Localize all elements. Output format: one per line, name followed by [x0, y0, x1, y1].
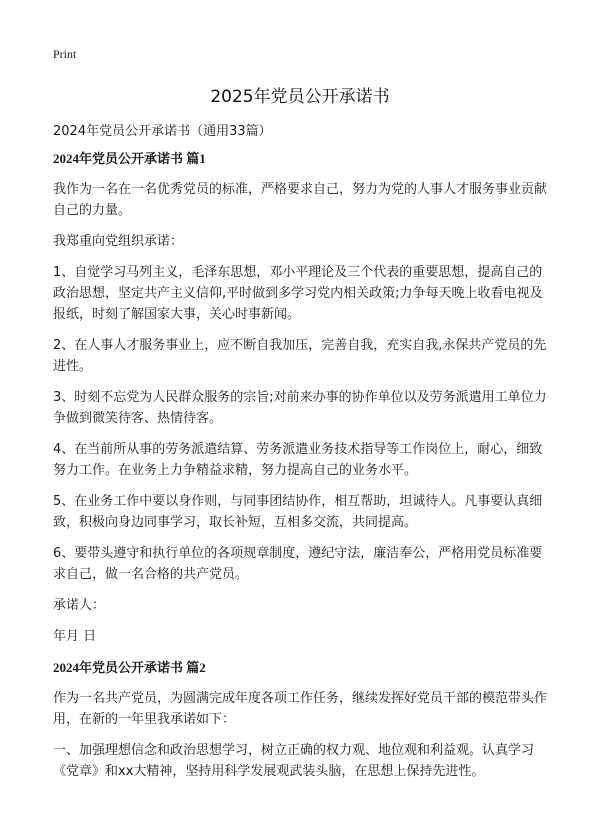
document-content: [53, 148, 553, 792]
section-1-paragraph: 我郑重向党组织承诺：: [53, 234, 184, 249]
document-subtitle: 2024年党员公开承诺书（通用33篇）: [53, 124, 272, 139]
section-2-paragraph: 作为一名共产党员，为圆满完成年度各项工作任务，继续发挥好党员干部的模范带头作用，在新的一年里我承诺如下：: [53, 691, 548, 727]
section-1-heading: 2024年党员公开承诺书 篇1: [53, 151, 206, 166]
print-link[interactable]: Print: [53, 47, 77, 61]
section-1-paragraph: 4、在当前所从事的劳务派遣结算、劳务派遣业务技术指导等工作岗位上，耐心，细致努力工作。在业务上力争精益求精，努力提高自己的业务水平。: [53, 442, 543, 478]
section-1-paragraph: 3、时刻不忘党为人民群众服务的宗旨;对前来办事的协作单位以及劳务派遣用工单位力争做到微笑待客、热情待客。: [53, 390, 547, 426]
page-title: 2025年党员公开承诺书: [210, 87, 390, 107]
section-2-paragraph: 一、加强理想信念和政治思想学习，树立正确的权力观、地位观和利益观。认真学习《党章》和xx大精神，坚持用科学发展观武装头脑，在思想上保持先进性。: [53, 743, 535, 779]
section-1-paragraph: 2、在人事人才服务事业上，应不断自我加压，完善自我，充实自我,永保共产党员的先进性。: [53, 338, 547, 374]
signatory-label: 承诺人：: [53, 598, 106, 613]
section-1-paragraph: 6、要带头遵守和执行单位的各项规章制度，遵纪守法，廉洁奉公，严格用党员标准要求自己，做一名合格的共产党员。: [53, 546, 543, 582]
section-1-paragraph: 5、在业务工作中要以身作则，与同事团结协作，相互帮助，坦诚待人。凡事要认真细致，积极向身边同事学习，取长补短，互相多交流，共同提高。: [53, 494, 543, 530]
section-1-paragraph: 1、自觉学习马列主义，毛泽东思想，邓小平理论及三个代表的重要思想，提高自己的政治思想，坚定共产主义信仰,平时做到多学习党内相关政策;力争每天晚上收看电视及报纸，时刻了解国家大事，关心时事新闻。: [53, 265, 543, 322]
section-1-paragraph: 我作为一名在一名优秀党员的标准，严格要求自己，努力为党的人事人才服务事业贡献自己的力量。: [53, 182, 548, 218]
section-2-heading: 2024年党员公开承诺书 篇2: [53, 660, 206, 675]
date-line: 年月 日: [53, 629, 97, 644]
